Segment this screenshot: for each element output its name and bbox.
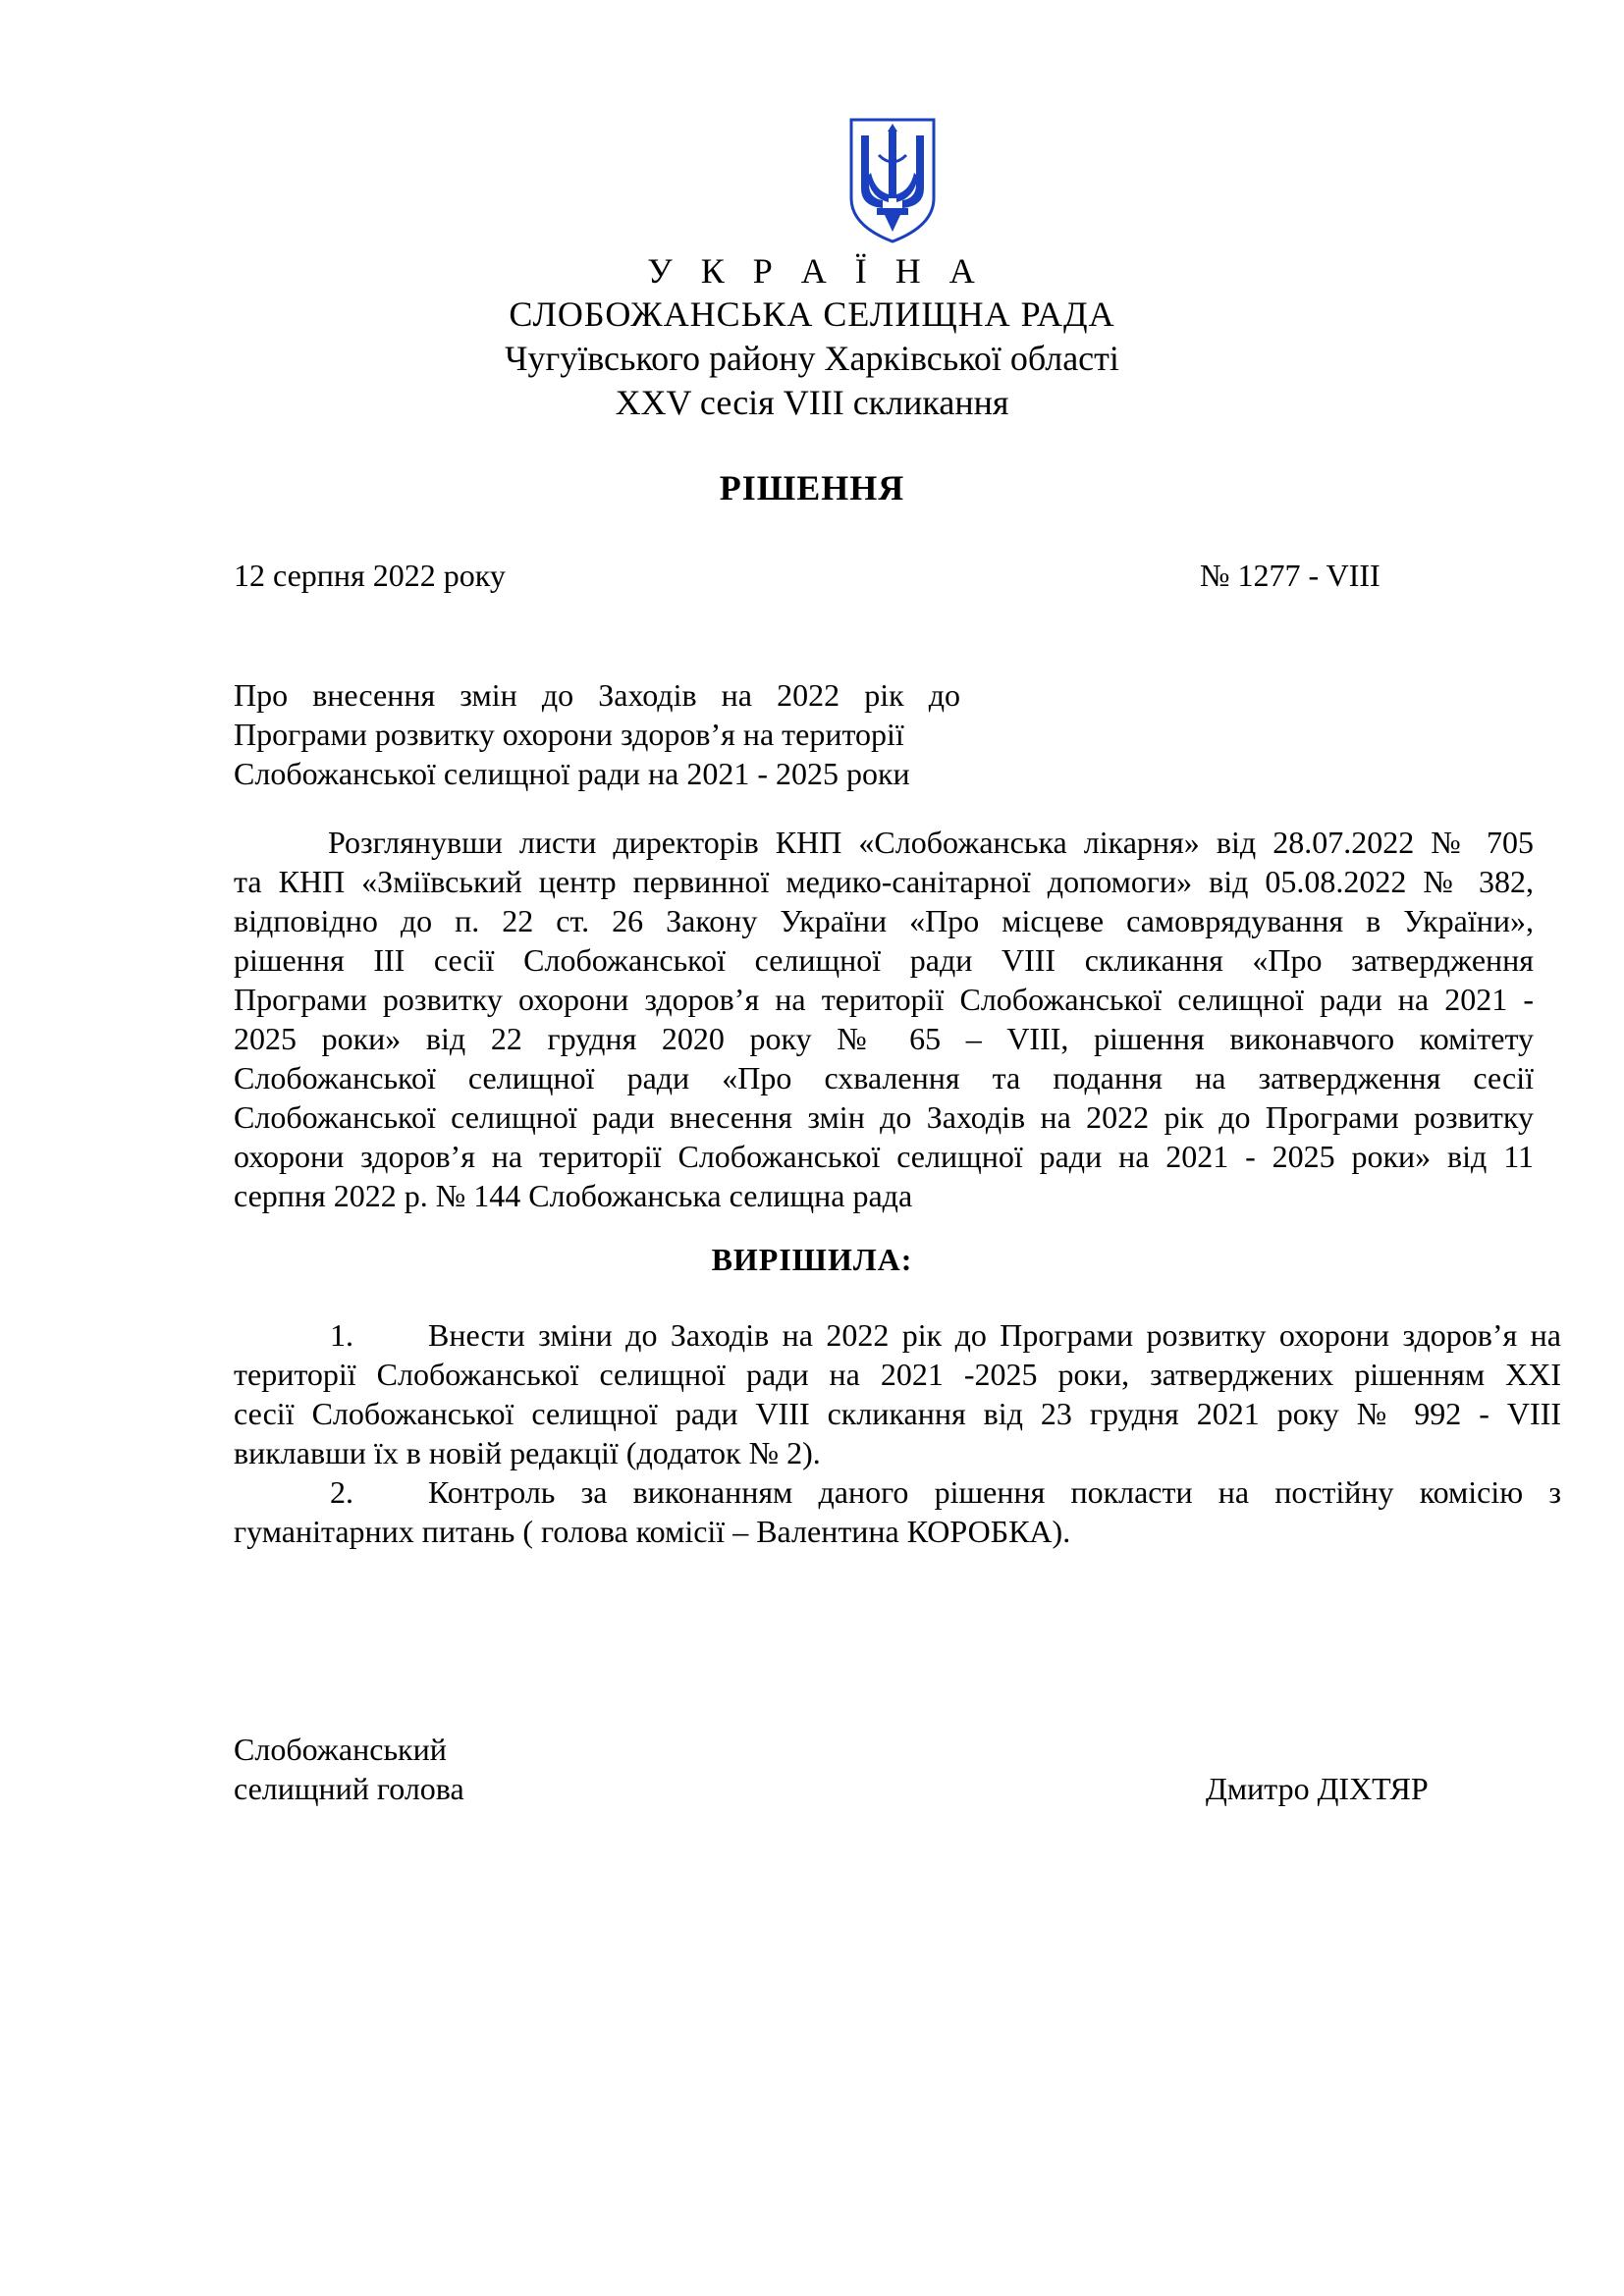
- resolved-heading: ВИРІШИЛА:: [711, 1242, 913, 1277]
- trident-coat-of-arms-icon: [847, 116, 938, 245]
- preamble-line: Слобожанської селищної ради внесення змін до Заходів на 2022 рік до Програми розвитку: [234, 1099, 1534, 1135]
- preamble-line: відповідно до п. 22 ст. 26 Закону України «Про місцеве самоврядування в України»,: [234, 903, 1534, 938]
- item-text: Контроль за виконанням даного рішення покласти на постійну комісію з: [428, 1474, 1561, 1510]
- item-text: Внести зміни до Заходів на 2022 рік до Програми розвитку охорони здоров’я на: [428, 1317, 1561, 1353]
- preamble-paragraph: [234, 823, 1534, 1215]
- preamble-line: Програми розвитку охорони здоров’я на території Слобожанської селищної ради на 2021 -: [234, 982, 1534, 1017]
- preamble-line: 2025 роки» від 22 грудня 2020 року № 65 – VIII, рішення виконавчого комітету: [234, 1021, 1534, 1056]
- subject-line: Слобожанської селищної ради на 2021 - 2025 роки: [234, 756, 910, 791]
- signatory-title-line: Слобожанський: [234, 1732, 447, 1767]
- item-line: [234, 1472, 1561, 1512]
- decision-subject: [234, 675, 960, 793]
- preamble-line: Розглянувши листи директорів КНП «Слобожанська лікарня» від 28.07.2022 № 705: [328, 825, 1534, 860]
- decision-date: 12 серпня 2022 року: [234, 558, 506, 593]
- signatory-title: [234, 1730, 464, 1808]
- header-council-name: СЛОБОЖАНСЬКА СЕЛИЩНА РАДА: [509, 294, 1115, 334]
- document-title: РІШЕННЯ: [719, 468, 905, 507]
- item-line: [234, 1315, 1561, 1355]
- item-line: гуманітарних питань ( голова комісії – Валентина КОРОБКА).: [234, 1514, 1071, 1549]
- preamble-line: охорони здоров’я на території Слобожанської селищної ради на 2021 - 2025 роки» від 11: [234, 1139, 1534, 1174]
- item-line: території Слобожанської селищної ради на 2021 -2025 роки, затверджених рішенням XXІ: [234, 1357, 1561, 1392]
- preamble-line: рішення ІІІ сесії Слобожанської селищної ради VIII скликання «Про затвердження: [234, 942, 1534, 978]
- header-district: Чугуївського району Харківської області: [505, 339, 1119, 378]
- item-number: 1.: [330, 1317, 353, 1353]
- subject-line: Програми розвитку охорони здоров’я на території: [234, 717, 904, 752]
- item-line: виклавши їх в новій редакції (додаток № 2).: [234, 1435, 821, 1470]
- header-country: У К Р А Ї Н А: [647, 251, 985, 291]
- signatory-title-line: селищний голова: [234, 1771, 464, 1806]
- decision-items: [234, 1315, 1561, 1551]
- preamble-line: серпня 2022 р. № 144 Слобожанська селищна рада: [234, 1178, 913, 1213]
- preamble-line: та КНП «Зміївський центр первинної медико-санітарної допомоги» від 05.08.2022 № 382,: [234, 864, 1534, 899]
- signatory-name: Дмитро ДІХТЯР: [1206, 1771, 1429, 1806]
- item-number: 2.: [330, 1474, 353, 1510]
- preamble-line: Слобожанської селищної ради «Про схвалення та подання на затвердження сесії: [234, 1060, 1534, 1095]
- header-session: XXV сесія VIII скликання: [615, 383, 1009, 422]
- decision-number: № 1277 - VIII: [1200, 558, 1380, 593]
- subject-line: Про внесення змін до Заходів на 2022 рік до: [234, 677, 960, 713]
- item-line: сесії Слобожанської селищної ради VIII скликання від 23 грудня 2021 року № 992 - VIII: [234, 1396, 1561, 1431]
